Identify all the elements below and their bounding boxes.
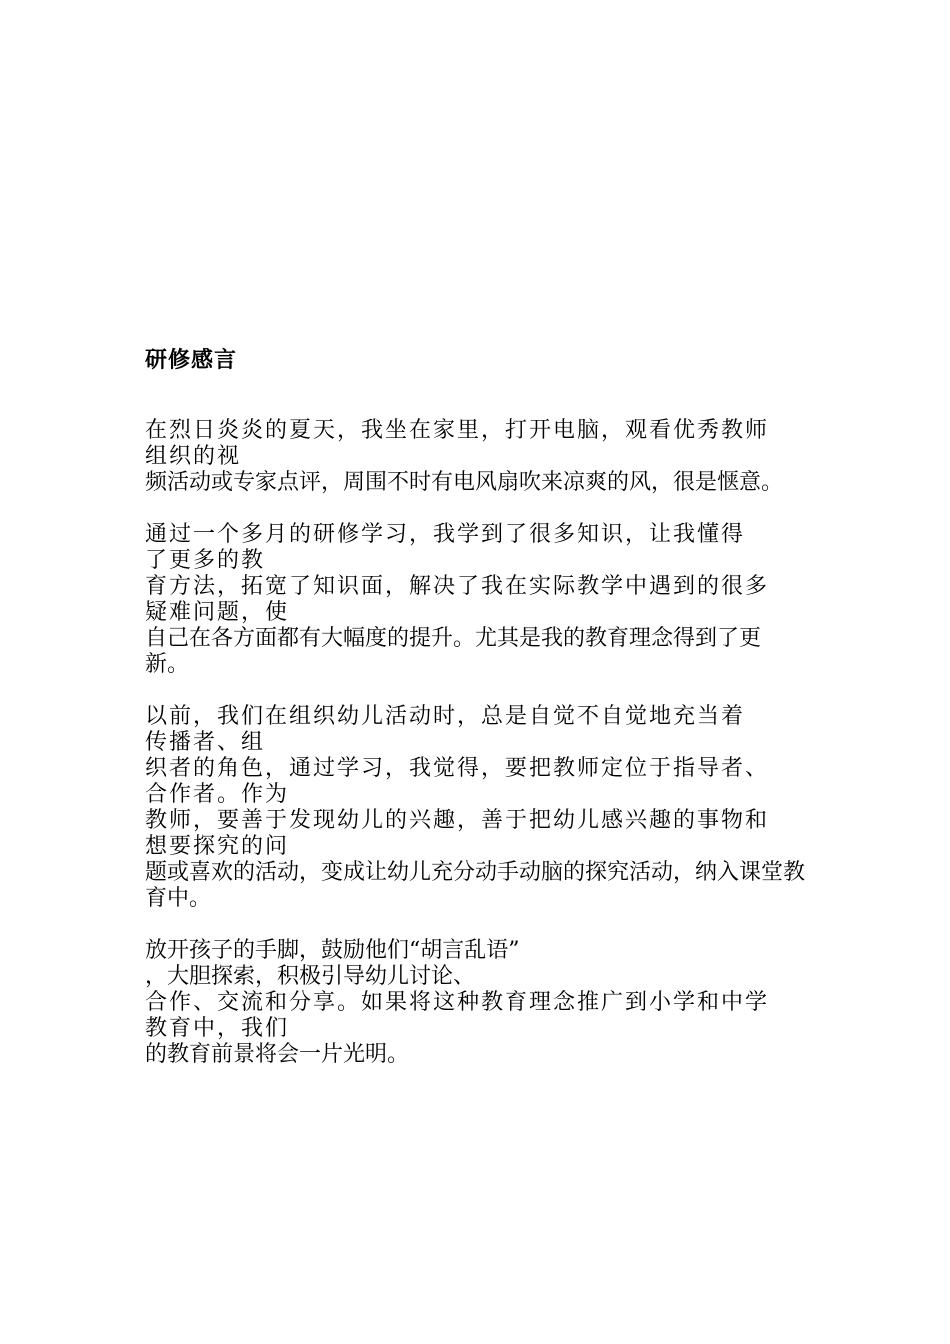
document-body: [145, 418, 815, 1094]
paragraph-line: 合作、交流和分享。如果将这种教育理念推广到小学和中学: [145, 990, 770, 1015]
paragraph-1: [145, 418, 815, 496]
paragraph-line: 育中。: [145, 886, 212, 911]
paragraph-line: 通过一个多月的研修学习，我学到了很多知识，让我懂得: [145, 522, 746, 547]
paragraph-line: 以前，我们在组织幼儿活动时，总是自觉不自觉地充当着: [145, 704, 746, 729]
paragraph-line: 传播者、组: [145, 730, 266, 755]
paragraph-line: 在烈日炎炎的夏天，我坐在家里，打开电脑，观看优秀教师: [145, 418, 770, 443]
paragraph-line: 频活动或专家点评，周围不时有电风扇吹来凉爽的风，很是惬意。: [145, 470, 784, 495]
document-title: 研修感言: [145, 347, 238, 373]
paragraph-line: 合作者。作为: [145, 782, 290, 807]
paragraph-line: ，大胆探索，积极引导幼儿讨论、: [145, 964, 476, 989]
paragraph-2: [145, 522, 815, 678]
paragraph-line: 织者的角色，通过学习，我觉得，要把教师定位于指导者、: [145, 756, 770, 781]
paragraph-line: 教师，要善于发现幼儿的兴趣，善于把幼儿感兴趣的事物和: [145, 808, 770, 833]
paragraph-line: 组织的视: [145, 444, 242, 469]
paragraph-line: 自己在各方面都有大幅度的提升。尤其是我的教育理念得到了更: [145, 626, 762, 651]
paragraph-3: [145, 704, 815, 912]
paragraph-line: 的教育前景将会一片光明。: [145, 1042, 410, 1067]
paragraph-line: 想要探究的问: [145, 834, 290, 859]
paragraph-line: 育方法，拓宽了知识面，解决了我在实际教学中遇到的很多: [145, 574, 770, 599]
paragraph-line: 疑难问题，使: [145, 600, 290, 625]
paragraph-line: 了更多的教: [145, 548, 266, 573]
paragraph-line: 放开孩子的手脚，鼓励他们“胡言乱语”: [145, 938, 520, 963]
paragraph-line: 新。: [145, 652, 190, 677]
paragraph-4: [145, 938, 815, 1068]
paragraph-line: 教育中，我们: [145, 1016, 290, 1041]
paragraph-line: 题或喜欢的活动，变成让幼儿充分动手动脑的探究活动，纳入课堂教: [145, 860, 806, 885]
